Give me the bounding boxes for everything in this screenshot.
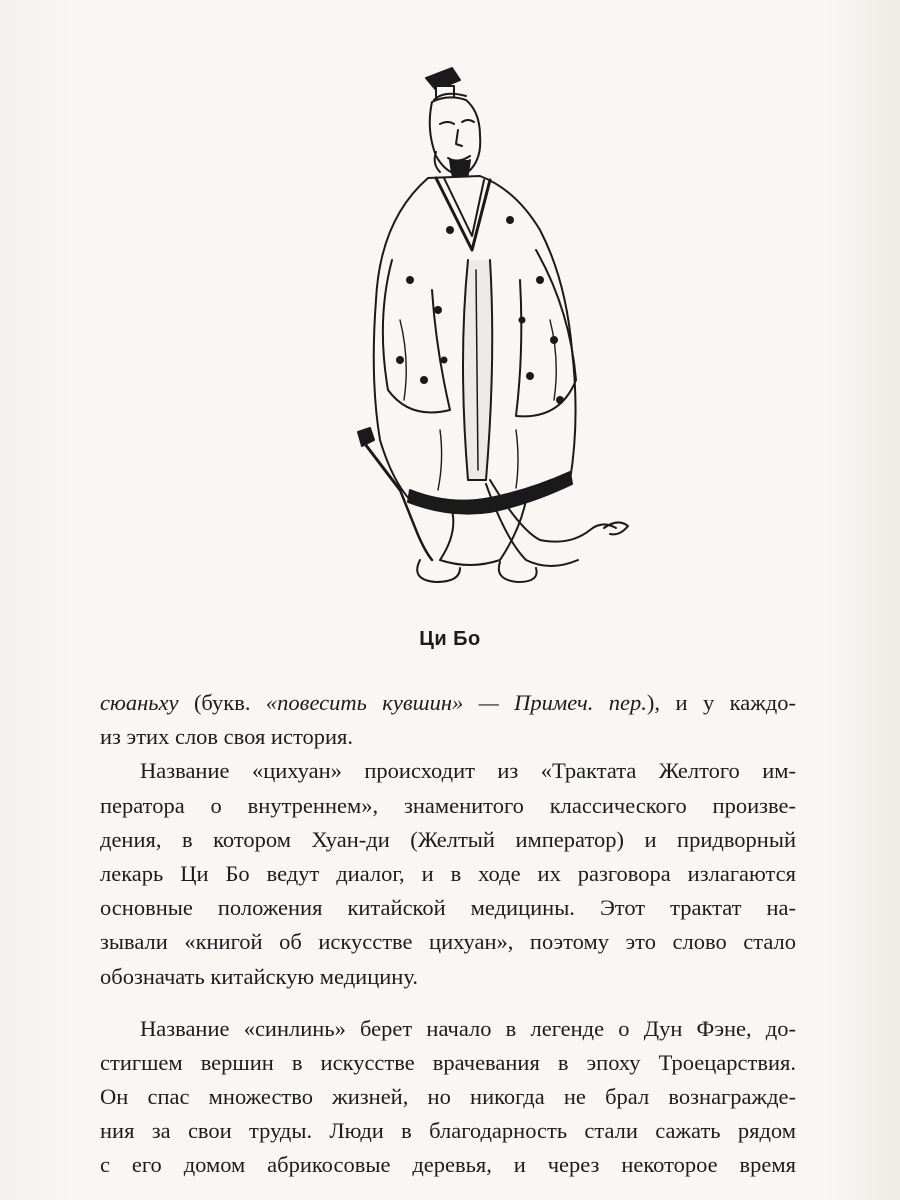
text-line: обозначать китайскую медицину. [100,963,418,989]
text-line: Название «синлинь» берет начало в легенде о Дун Фэне, до- [140,1015,796,1041]
term-siuanhu: сюаньху [100,690,179,715]
text-line: основные положения китайской медицины. Этот трактат на- [100,895,796,921]
text-fragment: ), и у каждо- [646,690,796,715]
text-line: Он спас множество жизней, но никогда не брал вознагражде- [100,1084,796,1110]
text-line: из этих слов своя история. [100,724,354,750]
text-line: с его домом абрикосовые деревья, и через некоторое время [100,1152,796,1178]
text-line: ния за свои труды. Люди в благодарность стали сажать рядом [100,1118,796,1144]
figure-caption: Ци Бо [419,628,481,650]
translator-note: «повесить кувшин» — Примеч. пер. [265,690,647,715]
text-line: лекарь Ци Бо ведут диалог, и в ходе их разговора излагаются [100,860,796,886]
body-text [100,686,796,1183]
text-line: зывали «книгой об искусстве цихуан», поэтому это слово стало [100,929,796,955]
text-line: ператора о внутреннем», знаменитого классического произве- [100,792,796,818]
text-line: стигшем вершин в искусстве врачевания в эпоху Троецарствия. [100,1049,796,1075]
qi-bo-illustration [340,60,640,600]
text-line: дения, в котором Хуан-ди (Желтый император) и придворный [100,826,796,852]
text-line: Название «цихуан» происходит из «Трактата Желтого им- [140,758,796,784]
text-line [100,686,796,720]
text-fragment: (букв. [178,690,266,715]
